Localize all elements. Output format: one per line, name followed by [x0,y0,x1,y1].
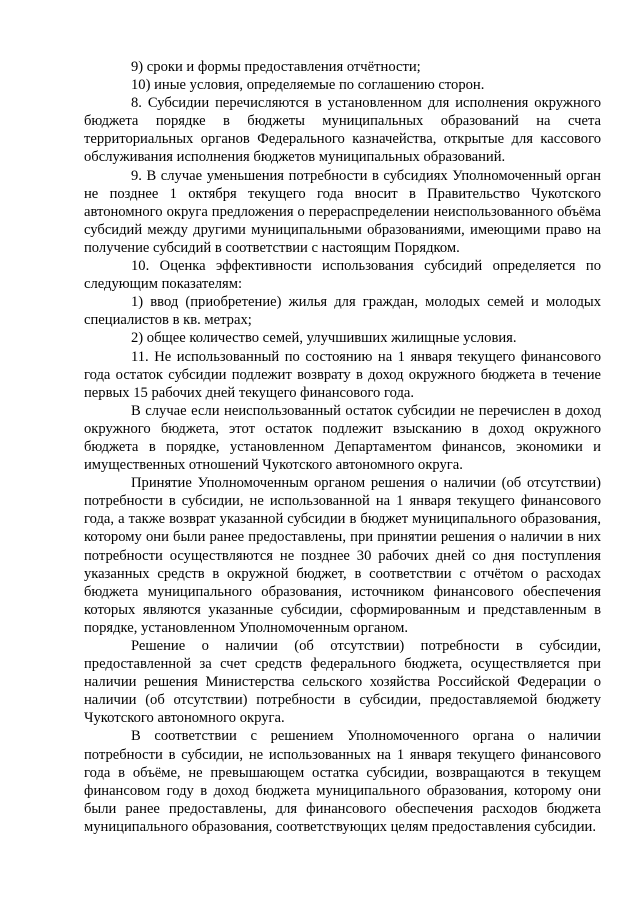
paragraph-11-return: 11. Не использованный по состоянию на 1 января текущего финансового года остаток субсидии подлежит возврату в доход окружного бюджета в течение первых 15 рабочих дней текущего финансового года. [84,348,601,401]
item-9-reporting-terms: 9) сроки и формы предоставления отчётности; [131,59,421,75]
item-10-other-conditions: 10) иные условия, определяемые по соглашению сторон. [131,77,485,94]
paragraph-return-to-municipality: В соответствии с решением Уполномоченного органа о наличии потребности в субсидии, не использованных на 1 января текущего финансового года в объёме, не превышающем остатка субсидии, возвращаются в текущем финансовом году в доход бюджета муниципального образования, которому они были ранее предоставлены, для финансового обеспечения расходов бюджета муниципального образования, соответствующих целям предоставления субсидии. [84,728,601,835]
indicator-2-families: 2) общее количество семей, улучшивших жилищные условия. [131,330,517,347]
paragraph-recovery: В случае если неиспользованный остаток субсидии не перечислен в доход окружного бюджета, этот остаток подлежит взысканию в доход окружного бюджета в порядке, установленном Департаментом финансов, экономики и имущественных отношений Чукотского автономного округа. [84,402,601,474]
paragraph-9-redistribution: 9. В случае уменьшения потребности в субсидиях Уполномоченный орган не позднее 1 октября текущего года вносит в Правительство Чукотского автономного округа предложения о перераспределении неиспользованного объёма субсидий между другими муниципальными образованиями, имеющими право на получение субсидий в соответствии с настоящим Порядком. [84,167,601,256]
paragraph-decision-adoption: Принятие Уполномоченным органом решения о наличии (об отсутствии) потребности в субсидии, не использованной на 1 января текущего финансового года, а также возврат указанной субсидии в бюджет муниципального образования, которому они были ранее предоставлены, при принятии решения о наличии в них потребности осуществляются не позднее 30 рабочих дней со дня поступления указанных средств в окружной бюджет, в соответствии с отчётом о расходах бюджета муниципального образования, источником финансового обеспечения которых являются указанные субсидии, сформированным и представленным в порядке, установленном Уполномоченным органом. [84,475,601,636]
paragraph-federal-decision: Решение о наличии (об отсутствии) потребности в субсидии, предоставленной за счет средств федерального бюджета, осуществляется при наличии решения Министерства сельского хозяйства Российской Федерации о наличии (об отсутствии) потребности в субсидии, предоставляемой бюджету Чукотского автономного округа. [84,638,601,727]
indicator-1-housing: 1) ввод (приобретение) жилья для граждан, молодых семей и молодых специалистов в кв. метрах; [84,294,601,329]
paragraph-8-subsidy-transfer: 8. Субсидии перечисляются в установленном для исполнения окружного бюджета порядке в бюджеты муниципальных образований на счета территориальных органов Федерального казначейства, открытые для кассового обслуживания исполнения бюджетов муниципальных образований. [84,95,601,166]
document-page [84,58,601,836]
paragraph-10-efficiency: 10. Оценка эффективности использования субсидий определяется по следующим показателям: [84,258,601,293]
